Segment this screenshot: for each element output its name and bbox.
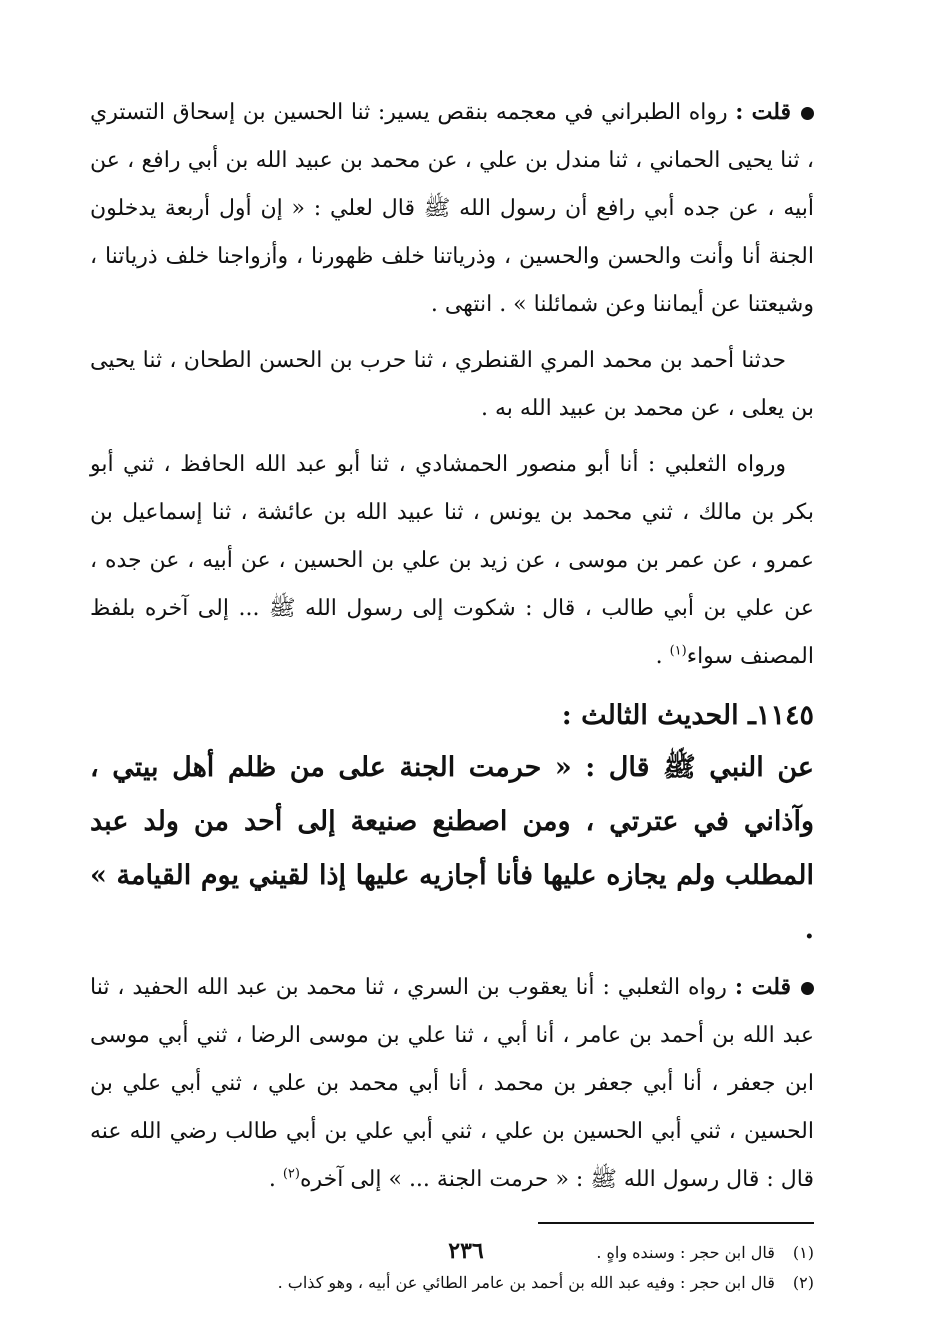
paragraph-end: . (268, 1167, 283, 1192)
qult-label: قلت : (735, 99, 791, 125)
footnote-text: قال ابن حجر : وسنده واهٍ . (596, 1243, 775, 1262)
footnote-number: (١) (792, 1243, 814, 1262)
paragraph-hadathana (90, 337, 814, 433)
footnote-ref-2: (٢) (282, 1166, 300, 1182)
bullet-icon (801, 107, 814, 120)
paragraph-text: رواه الثعلبي : أنا يعقوب بن السري ، ثنا محمد بن عبد الله الحفيد ، ثنا عبد الله بن أحمد بن عامر ، أنا أبي ، ثنا علي بن موسى الرضا ، ثني أبي موسى ابن جعفر ، أنا أبي جعفر بن محمد ، أنا أبي محمد بن علي ، ثني أبي علي بن الحسين ، ثني أبي الحسين بن علي ، ثني أبي علي بن أبي طالب رضي الله عنه قال : قال رسول الله ﷺ : « حرمت الجنة ... » إلى آخره (90, 975, 814, 1192)
heading-text: ١١٤٥ـ الحديث الثالث (581, 700, 814, 731)
footnote-ref-1: (١) (669, 643, 687, 659)
footnote-number: (٢) (792, 1273, 814, 1292)
hadith-heading (90, 691, 814, 741)
paragraph-text: ورواه الثعلبي : أنا أبو منصور الحمشادي ، ثنا أبو عبد الله الحافظ ، ثني أبو بكر بن مالك ، ثني محمد بن يونس ، ثنا عبيد الله بن عائشة ، ثنا إسماعيل بن عمرو ، عن عمر بن موسى ، عن زيد بن علي بن الحسين ، عن أبيه ، عن جده ، عن علي بن أبي طالب ، قال : شكوت إلى رسول الله ﷺ ... إلى آخره بلفظ المصنف سواء (90, 452, 814, 669)
paragraph-thalabi (90, 441, 814, 681)
paragraph-qult-1 (90, 88, 814, 329)
page-number: ٢٣٦ (448, 1238, 484, 1264)
footnote-text: قال ابن حجر : وفيه عبد الله بن أحمد بن عامر الطائي عن أبيه ، وهو كذاب . (277, 1273, 775, 1292)
paragraph-text: رواه الطبراني في معجمه بنقص يسير: ثنا الحسين بن إسحاق التستري ، ثنا يحيى الحماني ، ثنا مندل بن علي ، عن محمد بن عبيد الله بن أبي رافع ، عن أبيه ، عن جده أبي رافع أن رسول الله ﷺ قال لعلي : « إن أول أربعة يدخلون الجنة أنا وأنت والحسن والحسين ، وذرياتنا خلف ظهورنا ، وأزواجنا خلف ذرياتنا ، وشيعتنا عن أيماننا وعن شمائلنا » . انتهى . (90, 100, 814, 317)
heading-colon: : (561, 700, 582, 731)
hadith-text (90, 741, 814, 957)
qult-label: قلت : (734, 974, 791, 1000)
bullet-icon (801, 982, 814, 995)
paragraph-qult-2 (90, 963, 814, 1204)
hadith-body: عن النبي ﷺ قال : « حرمت الجنة على من ظلم أهل بيتي ، وآذاني في عترتي ، ومن اصطنع صنيعة إلى أحد من ولد عبد المطلب ولم يجازه عليها فأنا أجازيه عليها إذا لقيني يوم القيامة » . (90, 752, 814, 945)
footnote-divider (538, 1222, 814, 1224)
footnote-2 (90, 1268, 814, 1298)
paragraph-text: حدثنا أحمد بن محمد المري القنطري ، ثنا حرب بن الحسن الطحان ، ثنا يحيى بن يعلى ، عن محمد بن عبيد الله به . (90, 348, 814, 421)
paragraph-end: . (655, 644, 670, 669)
